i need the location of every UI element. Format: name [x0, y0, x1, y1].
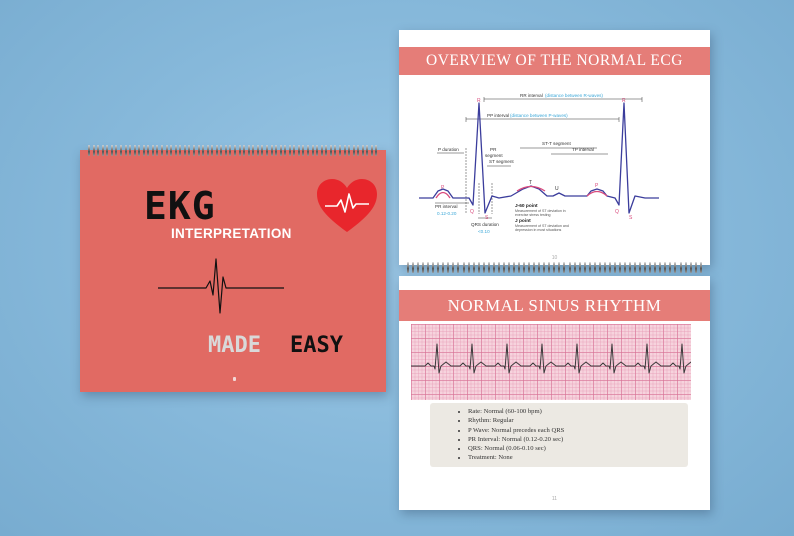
cover-title: EKG [144, 184, 216, 228]
cover-easy-text: EASY [290, 333, 343, 358]
svg-text:depression in most situations: depression in most situations [515, 228, 562, 232]
mouse-cursor [233, 377, 236, 381]
svg-text:ST segment: ST segment [489, 159, 514, 164]
svg-text:PR: PR [490, 147, 497, 152]
sinus-rhythm-banner: NORMAL SINUS RHYTHM [399, 290, 710, 321]
svg-text:Measurement of ST deviation an: Measurement of ST deviation and [515, 224, 569, 228]
svg-text:S: S [629, 215, 633, 221]
svg-text:P: P [441, 185, 445, 191]
svg-text:P: P [595, 183, 599, 189]
overview-banner: OVERVIEW OF THE NORMAL ECG [399, 47, 710, 75]
svg-text:PP interval: PP interval [487, 113, 510, 118]
svg-text:S: S [485, 215, 489, 221]
normal-ecg-diagram [419, 88, 694, 238]
svg-text:J point: J point [515, 219, 531, 224]
overview-ecg-page [399, 30, 710, 265]
svg-text:<0.10: <0.10 [478, 229, 490, 234]
svg-text:Q: Q [615, 209, 619, 215]
normal-sinus-rhythm-page [399, 276, 710, 510]
svg-text:Q: Q [470, 209, 474, 215]
svg-text:U: U [555, 186, 559, 192]
svg-text:R: R [477, 98, 481, 104]
svg-text:segment: segment [485, 153, 503, 158]
svg-text:R: R [622, 98, 626, 104]
svg-text:Measurement of ST deviation in: Measurement of ST deviation in [515, 209, 566, 213]
cover-made-text: MADE [208, 333, 261, 358]
rhythm-criteria-box [430, 403, 688, 467]
criteria-item: • Rate: Normal (60-100 bpm) [468, 407, 688, 416]
svg-text:T: T [529, 180, 533, 186]
criteria-item: • Treatment: None [468, 453, 688, 462]
svg-text:RR interval: RR interval [520, 93, 543, 98]
page-number: 10 [551, 255, 558, 261]
criteria-item: • PR Interval: Normal (0.12-0.20 sec) [468, 435, 688, 444]
svg-text:(distance between R-waves): (distance between R-waves) [545, 93, 603, 98]
ecg-rhythm-strip [411, 324, 691, 400]
criteria-item: • Rhythm: Regular [468, 416, 688, 425]
criteria-item: • P Wave: Normal precedes each QRS [468, 426, 688, 435]
page-number: 11 [551, 496, 558, 502]
svg-text:QRS duration: QRS duration [471, 222, 499, 227]
cover-ecg-line [158, 255, 284, 319]
svg-text:(distance between P-waves): (distance between P-waves) [510, 113, 568, 118]
heart-ecg-icon [315, 178, 379, 234]
cover-spiral-binding [80, 145, 386, 156]
svg-text:0.12-0.20: 0.12-0.20 [437, 211, 457, 216]
svg-text:TP interval: TP interval [572, 147, 594, 152]
calendar-spiral-binding [399, 262, 710, 273]
svg-text:J-60 point: J-60 point [515, 204, 538, 209]
svg-text:ST-T segment: ST-T segment [542, 141, 571, 146]
svg-text:PR interval: PR interval [435, 204, 458, 209]
criteria-item: • QRS: Normal (0.06-0.10 sec) [468, 444, 688, 453]
svg-text:exercise stress testing: exercise stress testing [515, 213, 551, 217]
svg-text:P duration: P duration [438, 147, 459, 152]
cover-subtitle: INTERPRETATION [171, 226, 292, 241]
